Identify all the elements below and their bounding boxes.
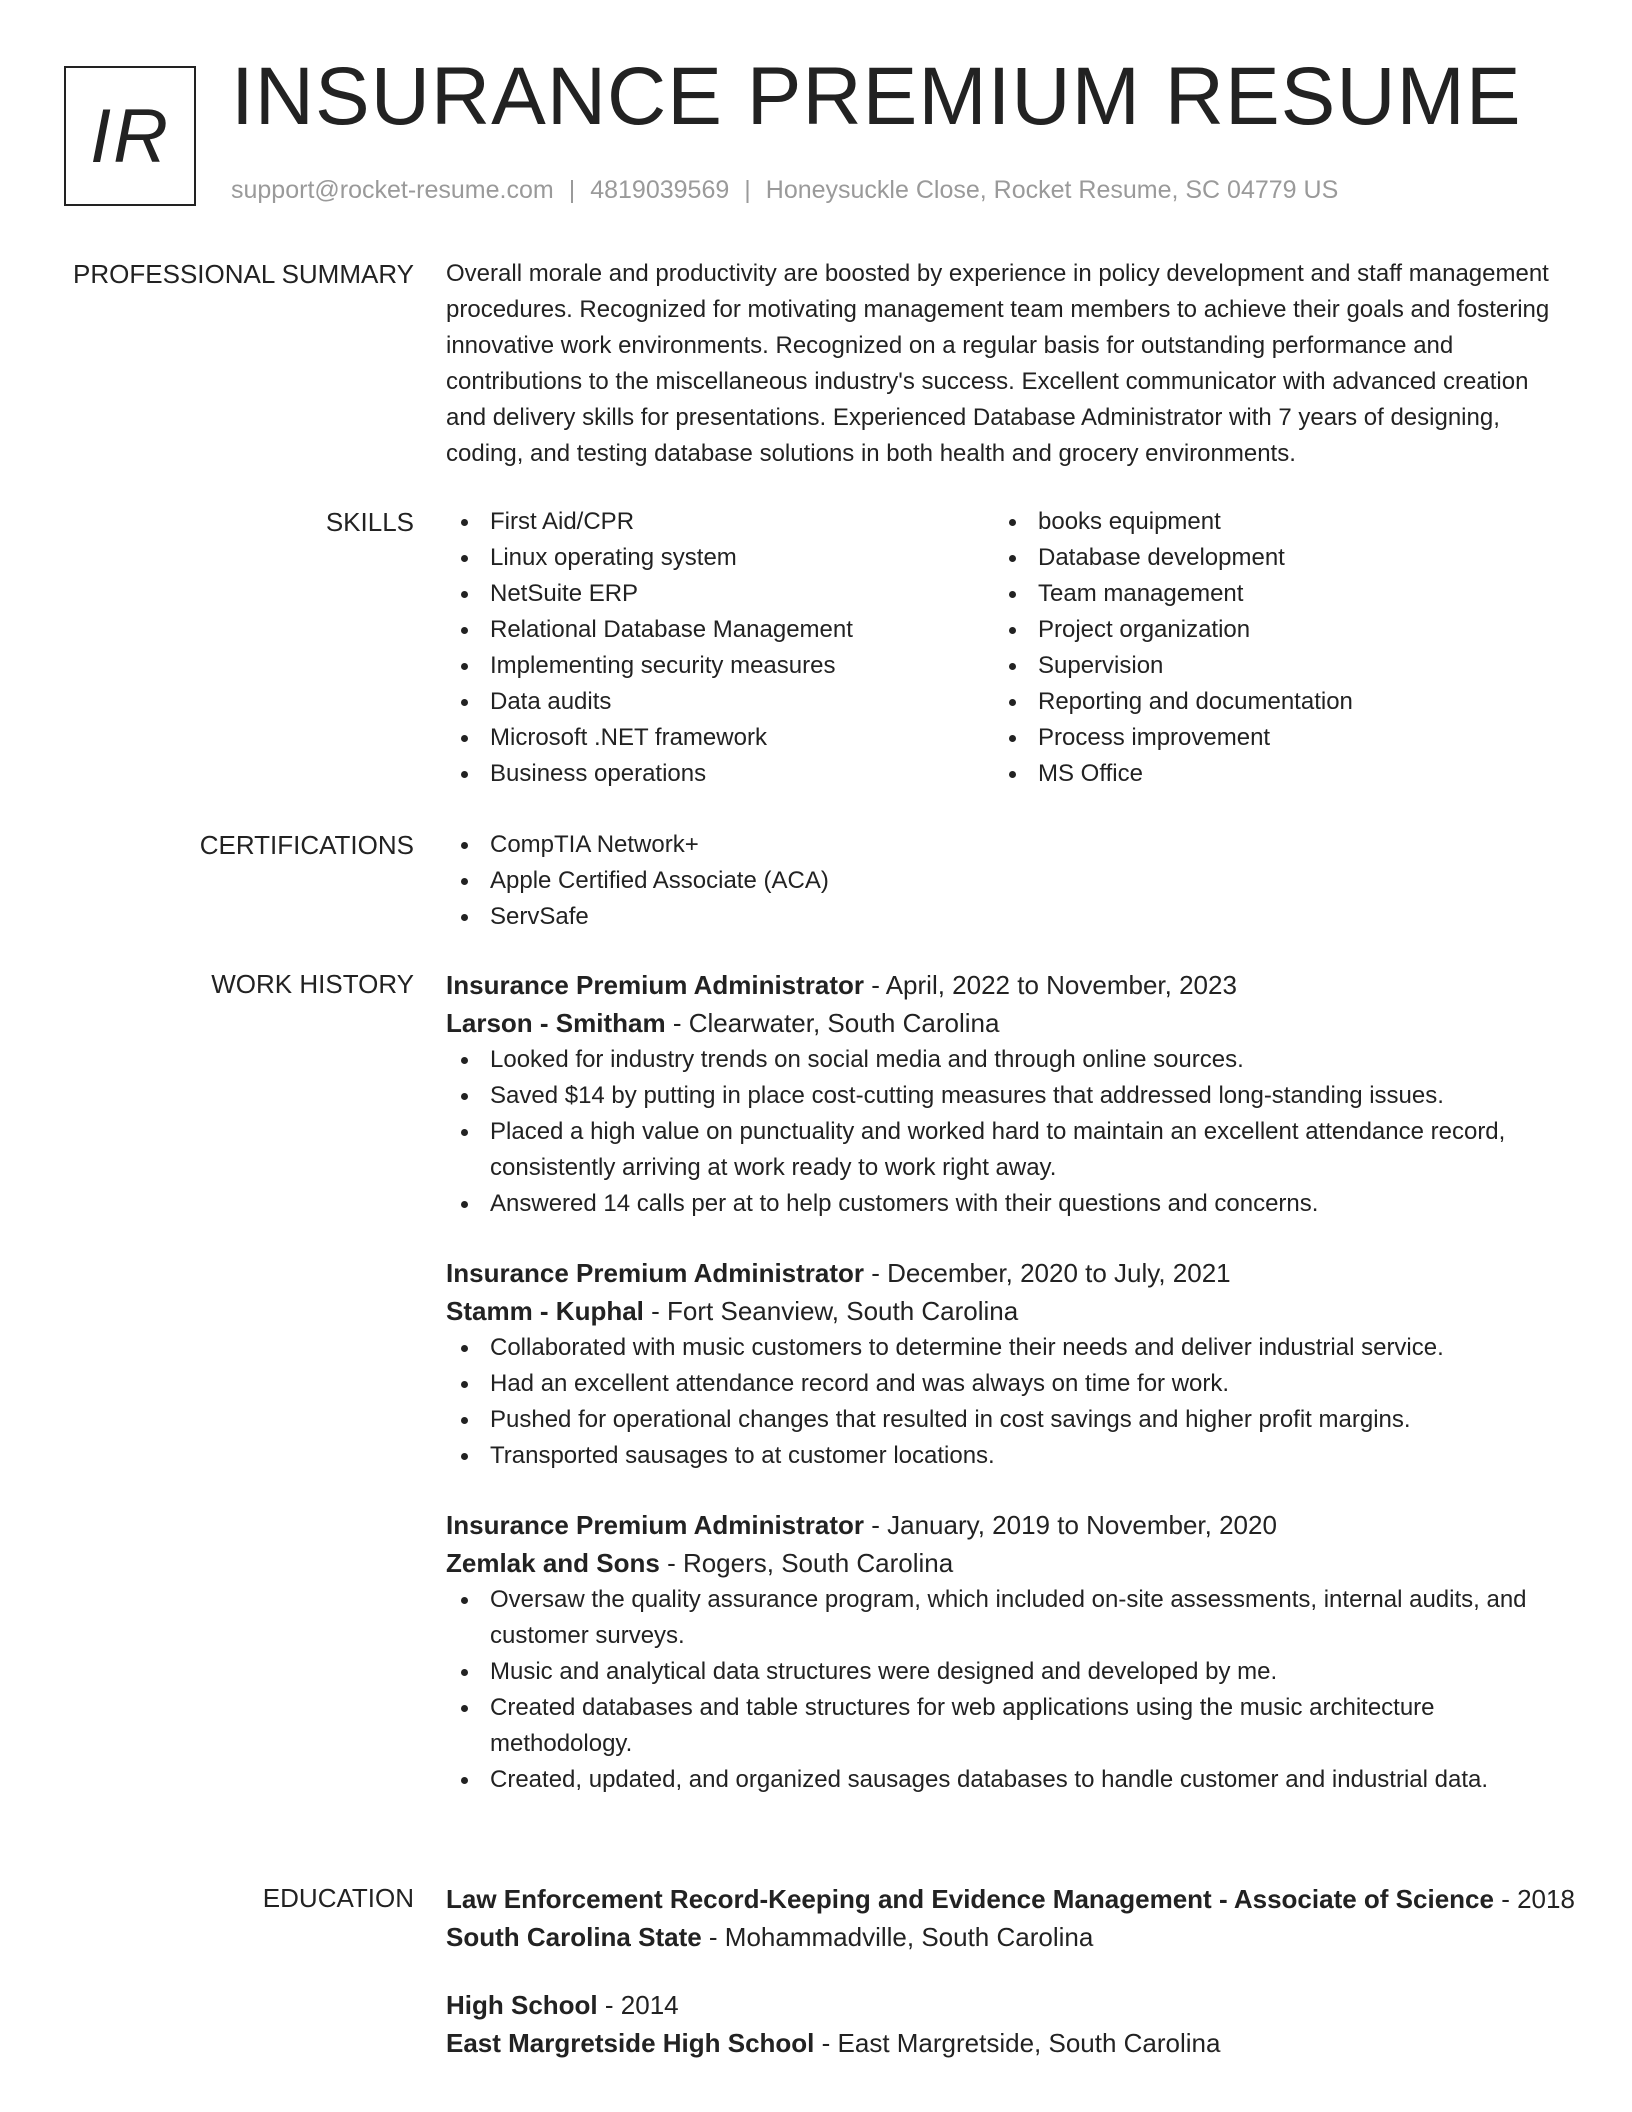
certifications-content <box>446 827 1566 935</box>
education-school-line <box>446 2024 1566 2062</box>
job-title: Insurance Premium Administrator <box>446 970 865 1000</box>
job-title-line <box>446 1506 1566 1544</box>
education-school-line <box>446 1918 1566 1956</box>
education-degree-line <box>446 1986 1566 2024</box>
contact-separator: | <box>744 176 751 204</box>
education-location: - East Margretside, South Carolina <box>814 2028 1221 2058</box>
certification-item: CompTIA Network+ <box>446 827 1566 863</box>
job-entry <box>446 1506 1566 1798</box>
education-entry <box>446 1986 1566 2062</box>
job-bullet: Music and analytical data structures were designed and developed by me. <box>446 1654 1566 1690</box>
skills-list-left <box>446 504 994 792</box>
job-bullet: Had an excellent attendance record and was always on time for work. <box>446 1366 1566 1402</box>
job-location: - Clearwater, South Carolina <box>665 1008 1000 1038</box>
skill-item: Microsoft .NET framework <box>446 720 994 756</box>
job-employer-line <box>446 1544 1566 1582</box>
job-bullet: Collaborated with music customers to determine their needs and deliver industrial service. <box>446 1330 1566 1366</box>
job-employer-line <box>446 1004 1566 1042</box>
education-location: - Mohammadville, South Carolina <box>701 1922 1094 1952</box>
education-degree: High School <box>446 1990 598 2020</box>
job-dates: - January, 2019 to November, 2020 <box>864 1510 1277 1540</box>
job-bullet: Pushed for operational changes that resulted in cost savings and higher profit margins. <box>446 1402 1566 1438</box>
job-bullet: Oversaw the quality assurance program, which included on-site assessments, internal audits, and customer surveys. <box>446 1582 1566 1654</box>
job-title-line <box>446 966 1566 1004</box>
contact-address: Honeysuckle Close, Rocket Resume, SC 04779 US <box>765 176 1339 204</box>
skill-item: Supervision <box>994 648 1542 684</box>
job-title-line <box>446 1254 1566 1292</box>
certifications-label: CERTIFICATIONS <box>199 830 414 860</box>
job-employer-line <box>446 1292 1566 1330</box>
job-title: Insurance Premium Administrator <box>446 1510 865 1540</box>
job-bullet: Answered 14 calls per at to help customers with their questions and concerns. <box>446 1186 1566 1222</box>
skill-item: Linux operating system <box>446 540 994 576</box>
education-degree-line <box>446 1880 1575 1918</box>
job-dates: - April, 2022 to November, 2023 <box>864 970 1237 1000</box>
summary-text: Overall morale and productivity are boosted by experience in policy development and staff management procedures. Recognized for motivating management team members to achieve their goals and fostering innovative work environments. Recognized on a regular basis for outstanding performance and contributions to the miscellaneous industry's success. Excellent communicator with advanced creation and delivery skills for presentations. Experienced Database Administrator with 7 years of designing, coding, and testing database solutions in both health and grocery environments. <box>446 260 1550 467</box>
job-bullet: Looked for industry trends on social media and through online sources. <box>446 1042 1566 1078</box>
skill-item: Business operations <box>446 756 994 792</box>
job-dates: - December, 2020 to July, 2021 <box>864 1258 1231 1288</box>
certification-item: ServSafe <box>446 899 1566 935</box>
skills-grid <box>446 504 1566 792</box>
work-label: WORK HISTORY <box>211 969 414 999</box>
contact-email: support@rocket-resume.com <box>231 176 554 204</box>
skill-item: MS Office <box>994 756 1542 792</box>
skill-item: Team management <box>994 576 1542 612</box>
skills-list-right <box>994 504 1542 792</box>
job-entry <box>446 1254 1566 1474</box>
job-location: - Fort Seanview, South Carolina <box>643 1296 1019 1326</box>
education-school: South Carolina State <box>446 1922 702 1952</box>
skill-item: Data audits <box>446 684 994 720</box>
certification-item: Apple Certified Associate (ACA) <box>446 863 1566 899</box>
skill-item: Process improvement <box>994 720 1542 756</box>
education-label: EDUCATION <box>262 1883 414 1913</box>
job-entry <box>446 966 1566 1222</box>
resume-name: INSURANCE PREMIUM RESUME <box>231 51 1522 142</box>
contact-phone: 4819039569 <box>590 176 730 204</box>
job-bullet: Placed a high value on punctuality and worked hard to maintain an excellent attendance record, consistently arriving at work ready to work right away. <box>446 1114 1566 1186</box>
job-bullet: Transported sausages to at customer locations. <box>446 1438 1566 1474</box>
job-bullet: Saved $14 by putting in place cost-cutting measures that addressed long-standing issues. <box>446 1078 1566 1114</box>
monogram-box <box>64 66 196 206</box>
contact-line <box>231 176 1338 205</box>
skills-label: SKILLS <box>325 507 414 537</box>
skill-item: NetSuite ERP <box>446 576 994 612</box>
job-bullets <box>446 1582 1566 1798</box>
job-employer: Larson - Smitham <box>446 1008 666 1038</box>
skill-item: Database development <box>994 540 1542 576</box>
education-year: - 2018 <box>1493 1884 1575 1914</box>
education-degree: Law Enforcement Record-Keeping and Evidence Management - Associate of Science <box>446 1884 1494 1914</box>
job-bullet: Created, updated, and organized sausages databases to handle customer and industrial data. <box>446 1762 1566 1798</box>
summary-content <box>446 256 1566 472</box>
monogram-initials: IR <box>90 93 170 179</box>
job-location: - Rogers, South Carolina <box>659 1548 954 1578</box>
certifications-list <box>446 827 1566 935</box>
contact-separator: | <box>568 176 576 204</box>
skill-item: First Aid/CPR <box>446 504 994 540</box>
job-bullets <box>446 1330 1566 1474</box>
job-title: Insurance Premium Administrator <box>446 1258 865 1288</box>
summary-label: PROFESSIONAL SUMMARY <box>73 259 414 289</box>
skill-item: books equipment <box>994 504 1542 540</box>
skill-item: Project organization <box>994 612 1542 648</box>
work-content <box>446 966 1566 1798</box>
education-year: - 2014 <box>597 1990 679 2020</box>
skill-item: Implementing security measures <box>446 648 994 684</box>
job-employer: Stamm - Kuphal <box>446 1296 644 1326</box>
job-bullet: Created databases and table structures for web applications using the music architecture methodology. <box>446 1690 1566 1762</box>
education-content <box>446 1880 1575 2062</box>
job-bullets <box>446 1042 1566 1222</box>
skill-item: Relational Database Management <box>446 612 994 648</box>
education-entry <box>446 1880 1575 1956</box>
skill-item: Reporting and documentation <box>994 684 1542 720</box>
education-school: East Margretside High School <box>446 2028 815 2058</box>
job-employer: Zemlak and Sons <box>446 1548 660 1578</box>
